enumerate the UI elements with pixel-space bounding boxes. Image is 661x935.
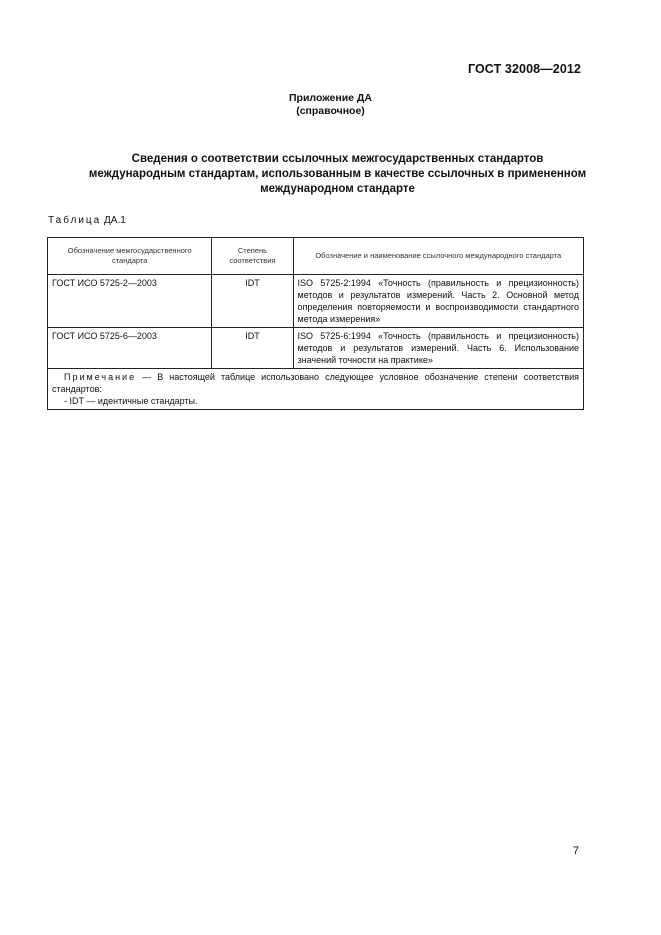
appendix-subtitle: (справочное) <box>296 105 365 117</box>
table-caption <box>48 215 126 226</box>
cell-standard: ГОСТ ИСО 5725-6—2003 <box>48 328 212 369</box>
table-note-row <box>48 369 584 410</box>
section-title <box>60 152 615 197</box>
header-standard: Обозначение межгосударственного стандарта <box>48 238 212 275</box>
table-caption-prefix: Таблица <box>48 215 102 226</box>
section-title-line-2: международным стандартам, использованным в качестве ссылочных в примененном <box>88 168 587 180</box>
standards-table <box>47 237 584 410</box>
cell-degree: IDT <box>212 275 293 328</box>
note-text <box>52 371 579 395</box>
table-row <box>48 275 584 328</box>
section-title-line-1: Сведения о соответствии ссылочных межгосударственных стандартов <box>131 153 544 165</box>
section-title-line-3: международном стандарте <box>260 183 415 195</box>
table-header-row <box>48 238 584 275</box>
document-code: ГОСТ 32008—2012 <box>467 62 581 76</box>
note-label: Примечание <box>64 372 137 382</box>
appendix-heading <box>0 92 661 118</box>
note-item: - IDT — идентичные стандарты. <box>64 396 198 406</box>
page-number: 7 <box>572 845 579 857</box>
table-note <box>48 369 584 410</box>
header-reference: Обозначение и наименование ссылочного международного стандарта <box>293 238 583 275</box>
cell-standard: ГОСТ ИСО 5725-2—2003 <box>48 275 212 328</box>
header-degree: Степень соответствия <box>212 238 293 275</box>
cell-reference: ISO 5725-6:1994 «Точность (правильность и прецизионность) методов и результатов измерений. Часть 6. Использование значений точности на практике» <box>293 328 583 369</box>
table-row <box>48 328 584 369</box>
table-caption-number: ДА.1 <box>104 215 126 226</box>
note-body: — В настоящей таблице использовано следующее условное обозначение степени соответствия стандартов: <box>52 372 579 394</box>
cell-reference: ISO 5725-2:1994 «Точность (правильность и прецизионность) методов и результатов измерений. Часть 2. Основной метод определения повторяемости и воспроизводимости стандартного метода измерения» <box>293 275 583 328</box>
appendix-title: Приложение ДА <box>289 92 372 104</box>
cell-degree: IDT <box>212 328 293 369</box>
